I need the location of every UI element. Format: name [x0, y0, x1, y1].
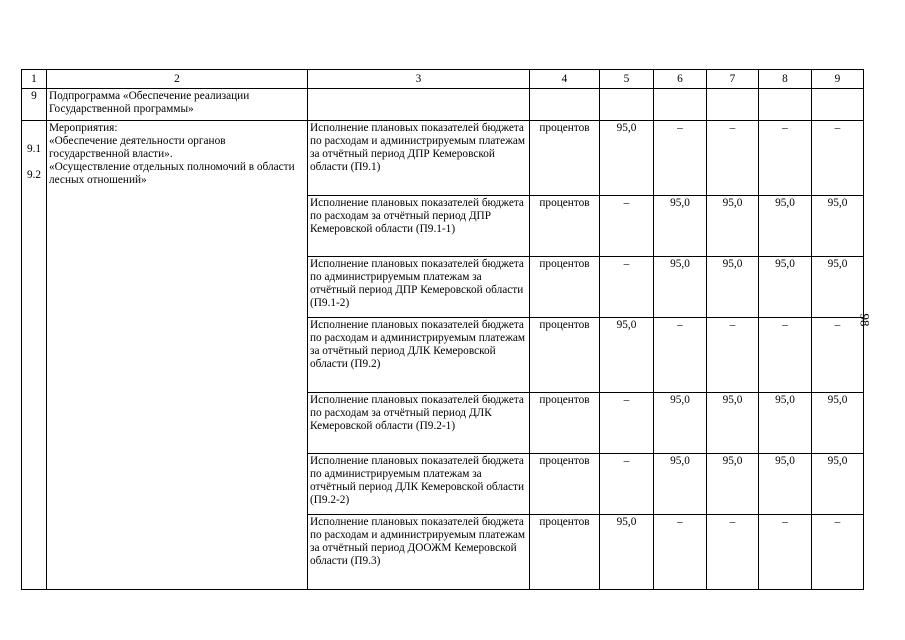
table-row: [22, 121, 864, 196]
header-cell: 2: [47, 70, 308, 89]
value-cell: –: [600, 454, 654, 515]
indicator-unit: процентов: [530, 318, 600, 393]
value-cell: 95,0: [759, 196, 812, 257]
value-cell: 95,0: [707, 393, 759, 454]
value-cell: 95,0: [600, 121, 654, 196]
value-cell: 95,0: [812, 196, 864, 257]
measure-number: 9.2: [26, 169, 42, 181]
value-cell: 95,0: [707, 454, 759, 515]
indicator-name: Исполнение плановых показателей бюджета по расходам и администрируемым платежам за отчётный период ДООЖМ Кемеровской области (П9.3): [308, 515, 530, 590]
value-cell: –: [759, 121, 812, 196]
value-cell: –: [600, 257, 654, 318]
value-cell: –: [707, 515, 759, 590]
value-cell: –: [600, 393, 654, 454]
indicator-unit: процентов: [530, 196, 600, 257]
value-cell: –: [707, 121, 759, 196]
header-cell: 6: [654, 70, 707, 89]
measure-numbers: [22, 121, 47, 590]
value-cell: 95,0: [600, 515, 654, 590]
indicator-name: Исполнение плановых показателей бюджета по администрируемым платежам за отчётный период ДЛК Кемеровской области (П9.2-2): [308, 454, 530, 515]
indicator-unit: процентов: [530, 454, 600, 515]
value-cell: 95,0: [654, 257, 707, 318]
header-row: [22, 70, 864, 89]
measure-item: «Осуществление отдельных полномочий в области лесных отношений»: [49, 161, 295, 186]
value-cell: 95,0: [600, 318, 654, 393]
value-cell: 95,0: [759, 454, 812, 515]
value-cell: –: [600, 196, 654, 257]
subprogram-row: [22, 89, 864, 121]
value-cell: –: [812, 318, 864, 393]
subprogram-title: Подпрограмма «Обеспечение реализации Государственной программы»: [47, 89, 308, 121]
measures-title: Мероприятия:: [49, 122, 118, 134]
value-cell: 95,0: [707, 257, 759, 318]
measure-item: «Обеспечение деятельности органов государственной власти».: [49, 135, 226, 160]
indicator-name: Исполнение плановых показателей бюджета по расходам и администрируемым платежам за отчётный период ДЛК Кемеровской области (П9.2): [308, 318, 530, 393]
header-cell: 5: [600, 70, 654, 89]
value-cell: –: [707, 318, 759, 393]
value-cell: 95,0: [812, 257, 864, 318]
value-cell: 95,0: [654, 454, 707, 515]
value-cell: –: [654, 318, 707, 393]
header-cell: 7: [707, 70, 759, 89]
page-number: 98: [857, 313, 873, 327]
header-cell: 4: [530, 70, 600, 89]
subprogram-number: 9: [22, 89, 47, 121]
indicator-unit: процентов: [530, 257, 600, 318]
header-cell: 9: [812, 70, 864, 89]
value-cell: –: [654, 515, 707, 590]
indicator-name: Исполнение плановых показателей бюджета по расходам и администрируемым платежам за отчётный период ДПР Кемеровской области (П9.1): [308, 121, 530, 196]
indicator-name: Исполнение плановых показателей бюджета по администрируемым платежам за отчётный период ДПР Кемеровской области (П9.1-2): [308, 257, 530, 318]
indicator-unit: процентов: [530, 393, 600, 454]
header-cell: 8: [759, 70, 812, 89]
value-cell: 95,0: [654, 393, 707, 454]
value-cell: 95,0: [812, 393, 864, 454]
value-cell: 95,0: [759, 393, 812, 454]
indicator-unit: процентов: [530, 121, 600, 196]
indicators-table: [21, 69, 864, 590]
value-cell: –: [759, 515, 812, 590]
indicator-name: Исполнение плановых показателей бюджета по расходам за отчётный период ДЛК Кемеровской области (П9.2-1): [308, 393, 530, 454]
measures-description: [47, 121, 308, 590]
indicator-name: Исполнение плановых показателей бюджета по расходам за отчётный период ДПР Кемеровской области (П9.1-1): [308, 196, 530, 257]
header-cell: 3: [308, 70, 530, 89]
value-cell: 95,0: [812, 454, 864, 515]
value-cell: –: [654, 121, 707, 196]
value-cell: 95,0: [759, 257, 812, 318]
value-cell: –: [812, 121, 864, 196]
value-cell: –: [812, 515, 864, 590]
indicator-unit: процентов: [530, 515, 600, 590]
value-cell: 95,0: [654, 196, 707, 257]
value-cell: –: [759, 318, 812, 393]
header-cell: 1: [22, 70, 47, 89]
value-cell: 95,0: [707, 196, 759, 257]
measure-number: 9.1: [26, 143, 42, 155]
